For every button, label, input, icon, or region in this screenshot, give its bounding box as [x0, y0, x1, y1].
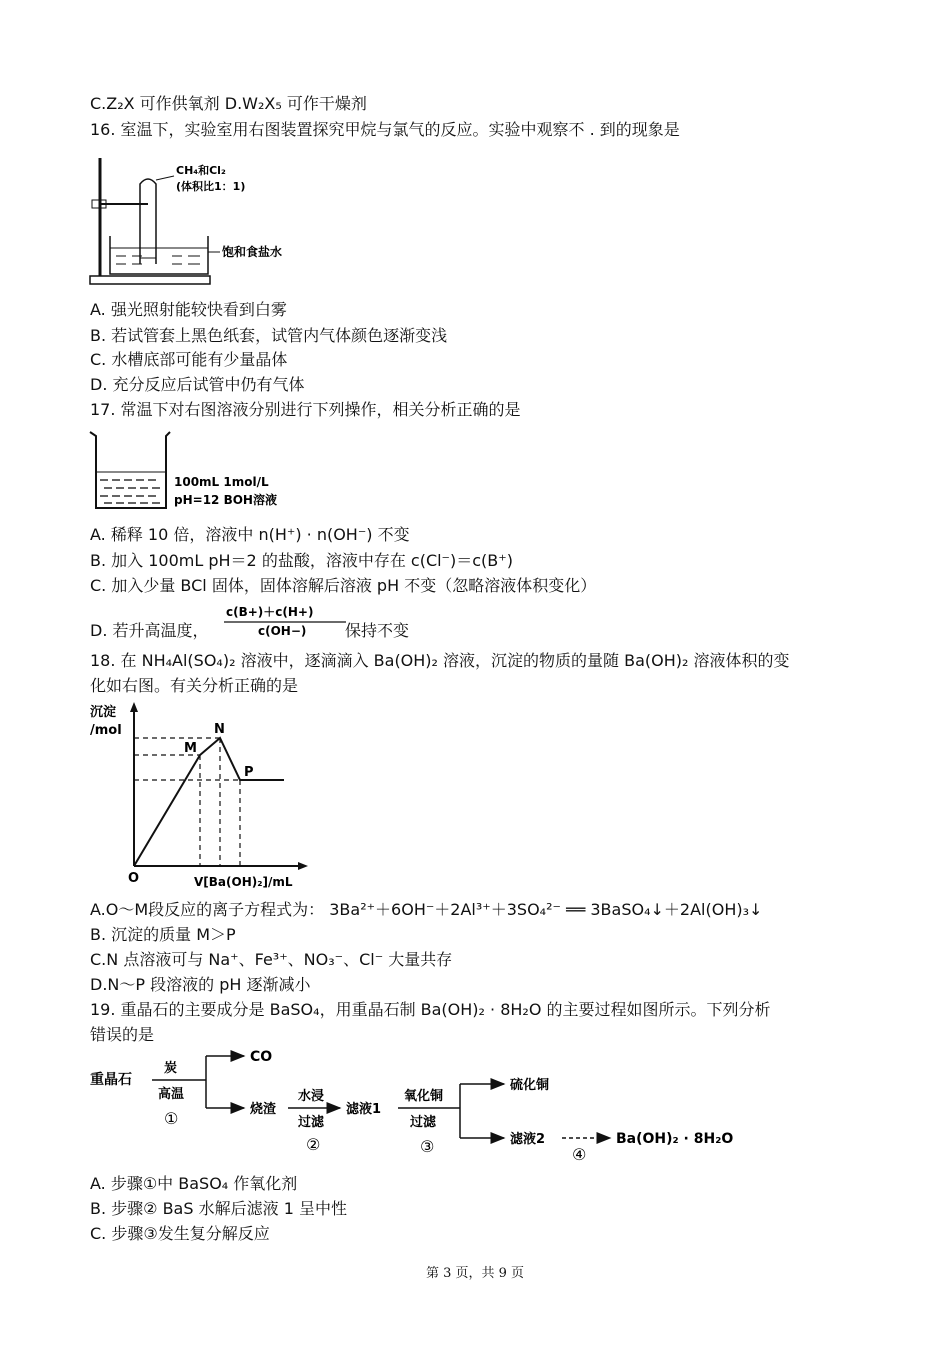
- q17-option-b: B. 加入 100mL pH＝2 的盐酸，溶液中存在 c(Cl⁻)＝c(B⁺): [90, 551, 513, 570]
- q19-co-label: CO: [250, 1049, 273, 1065]
- page-footer: 第 3 页，共 9 页: [425, 1266, 525, 1281]
- q18-stem-line2: 化如右图。有关分析正确的是: [90, 676, 299, 695]
- q19-process-flow: [88, 1046, 768, 1164]
- q19-option-c: C. 步骤③发生复分解反应: [90, 1224, 270, 1243]
- q17-beaker-figure: [88, 428, 298, 514]
- q17-label-line2: pH=12 BOH溶液: [174, 493, 277, 507]
- q18-origin-label: O: [128, 871, 140, 886]
- q17-stem: 17. 常温下对右图溶液分别进行下列操作，相关分析正确的是: [90, 400, 521, 419]
- q18-ylabel-line2: /mol: [90, 723, 122, 738]
- q18-option-b: B. 沉淀的质量 M＞P: [90, 925, 236, 944]
- q17-fraction-numerator: c(B+)＋c(H+): [226, 605, 314, 619]
- q19-step4-number: ④: [572, 1145, 587, 1164]
- q17-option-d: [90, 621, 209, 641]
- q16-stem: 16. 室温下，实验室用右图装置探究甲烷与氯气的反应。实验中观察不 . 到的现象是: [90, 120, 680, 139]
- q16-ratio-label: (体积比1：1): [176, 180, 246, 193]
- q19-cus-label: 硫化铜: [510, 1078, 550, 1093]
- q17-fraction-denominator: c(OH−): [258, 624, 307, 638]
- q19-step3-bottom: 过滤: [410, 1115, 437, 1130]
- q19-step1-number: ①: [164, 1109, 179, 1128]
- q19-start-label: 重晶石: [90, 1072, 132, 1088]
- q19-product-label: Ba(OH)₂ · 8H₂O: [616, 1131, 734, 1147]
- q17-option-d-suffix: 保持不变: [345, 621, 410, 640]
- q18-xlabel: V[Ba(OH)₂]/mL: [194, 875, 293, 889]
- q19-step2-number: ②: [306, 1135, 321, 1154]
- q16-option-a: A. 强光照射能较快看到白雾: [90, 300, 287, 319]
- q18-point-p-label: P: [244, 765, 254, 780]
- q18-point-n-label: N: [214, 722, 225, 737]
- q17-fraction: [222, 602, 352, 642]
- q16-option-d: D. 充分反应后试管中仍有气体: [90, 375, 305, 394]
- q17-option-c: C. 加入少量 BCl 固体，固体溶解后溶液 pH 不变（忽略溶液体积变化）: [90, 576, 597, 595]
- q19-filtrate1-label: 滤液1: [346, 1102, 382, 1117]
- q16-apparatus-figure: [88, 154, 298, 288]
- q17-label-line1: 100mL 1mol/L: [174, 475, 269, 489]
- q18-precipitate-chart: [88, 700, 318, 894]
- q17-option-a: A. 稀释 10 倍，溶液中 n(H⁺) · n(OH⁻) 不变: [90, 525, 410, 544]
- q19-option-a: A. 步骤①中 BaSO₄ 作氧化剂: [90, 1174, 298, 1193]
- q19-stem-line1: 19. 重晶石的主要成分是 BaSO₄，用重晶石制 Ba(OH)₂ · 8H₂O 的主要过程如图所示。下列分析: [90, 1000, 771, 1019]
- q18-option-a: A.O～M段反应的离子方程式为： 3Ba²⁺＋6OH⁻＋2Al³⁺＋3SO₄²⁻ ══ 3BaSO₄↓＋2Al(OH)₃↓: [90, 900, 763, 919]
- q19-step2-top: 水浸: [298, 1089, 325, 1104]
- q19-step1-bottom: 高温: [158, 1087, 185, 1102]
- q19-stem-line2: 错误的是: [90, 1025, 155, 1044]
- q19-step2-bottom: 过滤: [298, 1115, 325, 1130]
- q18-point-m-label: M: [184, 741, 197, 756]
- q19-step3-top: 氧化铜: [404, 1089, 444, 1104]
- q16-option-c: C. 水槽底部可能有少量晶体: [90, 350, 288, 369]
- q15-options-cd: C.Z₂X 可作供氧剂 D.W₂X₅ 可作干燥剂: [90, 94, 367, 113]
- q19-step3-number: ③: [420, 1137, 435, 1156]
- q16-liquid-label: 饱和食盐水: [222, 245, 283, 259]
- q19-step1-top: 炭: [164, 1061, 178, 1076]
- q18-option-c: C.N 点溶液可与 Na⁺、Fe³⁺、NO₃⁻、Cl⁻ 大量共存: [90, 950, 453, 969]
- q16-option-b: B. 若试管套上黑色纸套，试管内气体颜色逐渐变浅: [90, 326, 448, 345]
- q18-stem-line1: 18. 在 NH₄Al(SO₄)₂ 溶液中，逐滴滴入 Ba(OH)₂ 溶液，沉淀的物质的量随 Ba(OH)₂ 溶液体积的变: [90, 651, 790, 670]
- q18-option-d: D.N～P 段溶液的 pH 逐渐减小: [90, 975, 311, 994]
- q16-gas-label: CH₄和Cl₂: [176, 164, 226, 177]
- q19-filtrate2-label: 滤液2: [510, 1132, 546, 1147]
- q17-option-d-prefix: D. 若升高温度，: [90, 621, 209, 640]
- q18-ylabel-line1: 沉淀: [90, 705, 117, 720]
- q19-residue-label: 烧渣: [250, 1102, 277, 1117]
- q19-option-b: B. 步骤② BaS 水解后滤液 1 呈中性: [90, 1199, 347, 1218]
